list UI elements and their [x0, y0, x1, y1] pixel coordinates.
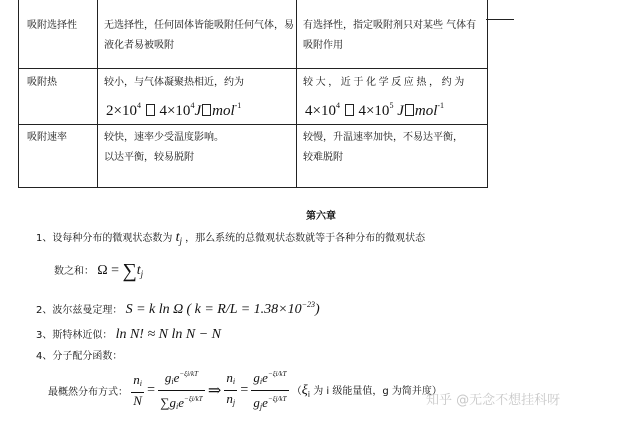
boltzmann-formula: S = k ln Ω: [125, 302, 184, 317]
formula-exponent: 4: [190, 101, 195, 110]
f1-n: n: [133, 372, 140, 387]
item-4: 4、分子配分函数：: [36, 351, 123, 362]
symbol-t-main: t: [175, 230, 180, 245]
cell-line: 无选择性，任何固体皆能吸附任何气体，易: [104, 20, 294, 31]
missing-glyph-box: [405, 104, 414, 116]
fraction-boltzmann-ratio: [158, 366, 204, 415]
cell-line: 较难脱附: [303, 152, 343, 163]
item-2: [36, 300, 320, 318]
formula-term: 4×10: [159, 103, 191, 119]
unit-mol: mol: [414, 103, 438, 119]
formula-exponent: 4: [335, 101, 340, 110]
distribution-note: [291, 383, 442, 399]
item-1-sum-line: [54, 260, 143, 283]
f2-sum: ∑: [160, 395, 170, 410]
f2-g: g: [164, 370, 172, 385]
f2-g-sub: i: [171, 377, 174, 386]
boltzmann-exponent: −23: [301, 300, 316, 309]
fraction-denominator: [251, 391, 288, 415]
boltzmann-constant-text: ( k = R/L = 1.38×10: [186, 302, 302, 317]
most-probable-label: 最概然分布方式：: [48, 387, 128, 398]
omega-symbol: Ω: [97, 263, 108, 278]
symbol-t2-sub: j: [140, 269, 144, 279]
formula-term: 2×10: [106, 103, 137, 119]
row-divider: [19, 124, 487, 125]
f2-e: e: [173, 370, 180, 385]
formula-exponent: -1: [437, 101, 445, 110]
f4-den-g: g: [253, 395, 260, 410]
item-3-text: 3、斯特林近似：: [36, 330, 113, 341]
f1-sub: i: [139, 379, 142, 388]
sum-formula: [97, 260, 144, 282]
unit-joule: J: [194, 103, 202, 119]
cell-line: 较慢，升温速率加快，不易达平衡，: [303, 132, 463, 143]
item-2-text: 2、波尔兹曼定理：: [36, 305, 123, 316]
item-1: [36, 229, 425, 246]
item-1-text-cont: ，那么系统的总微观状态数就等于各种分布的微观状态: [185, 233, 426, 244]
column-divider: [97, 0, 98, 187]
f3-sub: i: [232, 377, 236, 386]
fraction-ni-over-nj: [224, 370, 237, 411]
missing-glyph-box: [202, 104, 211, 116]
boltzmann-constant: [186, 302, 319, 317]
fraction-ni-over-n: [131, 372, 144, 409]
item-1-sum-label: 数之和：: [54, 266, 94, 277]
fraction-denominator: N: [133, 393, 142, 408]
cell-line: 吸附作用: [303, 40, 343, 51]
f4-den-exp: −ξj/kT: [267, 395, 287, 403]
item-1-text: 1、设每种分布的微观状态数为: [36, 233, 173, 244]
fraction-level-ratio: [251, 366, 288, 415]
f4-den-sub: j: [259, 402, 263, 411]
cell-line: 有选择性，指定吸附剂只对某些 气体有: [303, 20, 477, 31]
formula-exponent: 4: [136, 101, 141, 110]
fraction-numerator: [224, 370, 237, 391]
note-xi-sub: i: [307, 389, 311, 399]
chapter-heading: 第六章: [306, 211, 336, 222]
cell-line: 较快，速率少受温度影响。: [104, 132, 224, 143]
fraction-denominator: [158, 391, 204, 415]
cell-line: 以达平衡，较易脱附: [104, 152, 194, 163]
f2-den-e: e: [178, 395, 184, 410]
implies-arrow: ⇒: [207, 382, 222, 400]
cell-line: 较小，与气体凝聚热相近，约为: [104, 77, 244, 88]
unit-joule: J: [397, 103, 404, 119]
f2-exp: −ξi/kT: [179, 370, 198, 378]
f2-den-sub: i: [175, 402, 179, 411]
fraction-numerator: [158, 366, 204, 391]
stirling-formula: ln N! ≈ N ln N − N: [115, 327, 221, 342]
chemical-rate-cell: [303, 128, 483, 168]
physical-heat-formula: [106, 96, 294, 121]
missing-glyph-box: [146, 104, 155, 116]
fraction-numerator: [251, 366, 288, 391]
row-label-heat: 吸附热: [27, 77, 57, 88]
most-probable-distribution: 最概然分布方式： $\frac{n_i}{N}$ = $\frac{g_ie^{-\xi i/kT}}{\sum g_ie^{-\xi i/kT}}$ ⇒ $\frac{n_i}{n_j}$ = $\frac{g_ie^{-\xi i/kT}}{g_je^{-\xi j/kT}}$ （$\xi_i$ 为 i 级能量值，g 为简并度）: [48, 366, 442, 415]
physical-heat-cell: [104, 73, 294, 121]
f3-den-sub: j: [232, 398, 236, 407]
physical-selectivity-cell: [104, 16, 294, 56]
f4-den-e: e: [262, 395, 268, 410]
fraction-numerator: [131, 372, 144, 393]
symbol-t: [176, 230, 182, 245]
chemical-heat-formula: [305, 96, 483, 121]
zhihu-watermark: 知乎 @无念不想挂科呀: [426, 393, 561, 408]
boltzmann-close: ): [315, 302, 320, 317]
f2-den-g: g: [169, 395, 176, 410]
column-divider: [296, 0, 297, 187]
formula-exponent: -1: [234, 101, 242, 110]
symbol-t2: t: [136, 263, 141, 278]
f3-den-n: n: [226, 391, 233, 406]
f4-exp: −ξi/kT: [267, 370, 287, 378]
item-3: [36, 326, 221, 343]
missing-glyph-box: [345, 104, 354, 116]
f4-g-sub: i: [259, 377, 263, 386]
row-label-rate: 吸附速率: [27, 132, 67, 143]
symbol-t-sub: j: [179, 236, 182, 246]
f3-n: n: [226, 370, 233, 385]
row-divider: [19, 68, 487, 69]
formula-exponent: 5: [389, 101, 394, 110]
f4-e: e: [262, 370, 268, 385]
note-open: （: [291, 386, 302, 397]
unit-mol: mol: [212, 103, 235, 119]
f4-g: g: [253, 370, 260, 385]
physical-rate-cell: [104, 128, 294, 168]
chemical-heat-cell: [303, 73, 483, 121]
sigma-symbol: ∑: [122, 260, 137, 282]
adsorption-comparison-table: [18, 0, 488, 188]
note-xi: ξ: [301, 383, 308, 398]
f2-den-exp: −ξi/kT: [184, 395, 203, 403]
row-label-selectivity: 吸附选择性: [27, 20, 77, 31]
formula-term: 4×10: [305, 103, 336, 119]
fraction-denominator: [224, 391, 237, 411]
formula-term: 4×10: [358, 103, 390, 119]
equals-sign: =: [111, 263, 119, 278]
note-text: 为 i 级能量值，g 为简并度）: [310, 386, 442, 397]
chemical-selectivity-cell: [303, 16, 483, 56]
cell-line: 较大，近于化学反应热，约为: [303, 77, 467, 88]
cell-line: 液化者易被吸附: [104, 40, 174, 51]
table-top-edge: [486, 19, 514, 20]
